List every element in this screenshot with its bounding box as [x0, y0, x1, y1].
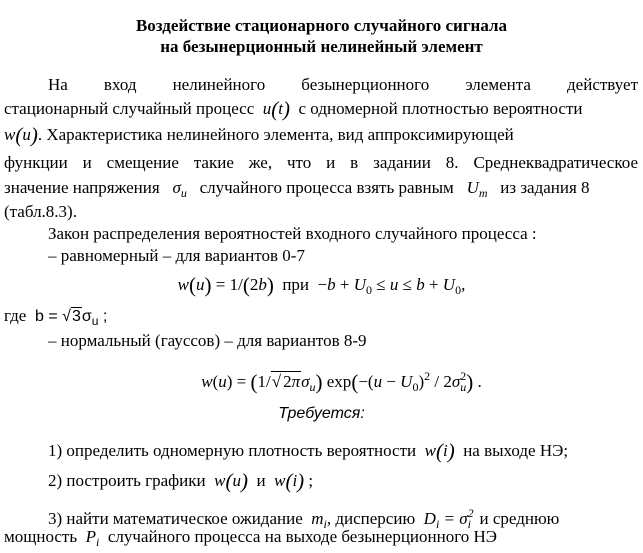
math-sigma-u: $\sigma_u$: [163, 178, 187, 200]
intro-line-5: [4, 177, 638, 204]
where-label: где: [4, 306, 27, 325]
intro-text: . Характеристика нелинейного элемента, вид аппроксимирующей: [37, 125, 514, 144]
task-text: 1) определить одномерную плотность вероятности: [48, 441, 417, 460]
task-text: случайного процесса на выходе безынерционного НЭ: [107, 527, 498, 546]
intro-text: случайного процесса взять равным: [199, 178, 454, 197]
math-w-of-i: w(i): [269, 469, 305, 493]
formula-normal: w(u) = (1/√ $2\pi\sigma_u$) $\exp(-(u - U_0)^2 / 2\sigma^2_u)$ .: [201, 369, 482, 394]
intro-line-6: (табл.8.3).: [4, 202, 77, 221]
math-u-m: $U_m$: [458, 178, 488, 200]
math-m-i: $m_i$: [307, 509, 327, 531]
title-line-2: на безынерционный нелинейный элемент: [160, 37, 483, 56]
title-line-1: Воздействие стационарного случайного сигнала: [135, 16, 508, 35]
intro-line-3: [4, 124, 638, 146]
intro-text: с одномерной плотностью вероятности: [298, 99, 583, 118]
tasks-heading: Требуется:: [278, 405, 365, 422]
math-w-of-i: w(i): [420, 439, 455, 463]
task-1: [48, 440, 643, 462]
task-text: мощность: [4, 527, 78, 546]
intro-text: стационарный случайный процесс: [4, 99, 255, 118]
math-d-i: $D_i = \sigma^2_i$: [419, 506, 474, 531]
formula-uniform: w(u) = 1/(2b) при $-b + U_0 \le u \le b + U_0$,: [177, 273, 466, 297]
task-text: и среднюю: [479, 509, 560, 528]
uniform-label: – равномерный – для вариантов 0-7: [48, 246, 305, 265]
task-text: 3) найти математическое ожидание: [48, 509, 303, 528]
intro-line-2: [4, 98, 638, 120]
math-p-i: $P_i$: [81, 527, 100, 549]
task-text: на выходе НЭ;: [463, 441, 569, 460]
law-heading: Закон распределения вероятностей входного случайного процесса :: [48, 224, 537, 243]
math-w-of-u: w(u): [4, 123, 38, 147]
b-definition-line: [4, 305, 638, 332]
math-u-of-t: u(t): [258, 97, 291, 121]
intro-text: из задания 8: [500, 178, 590, 197]
task-3-line-2: [4, 526, 638, 553]
task-2: 2) построить графики w(u) и w(i) ;: [48, 469, 314, 493]
task-text: , дисперсию: [326, 509, 416, 528]
intro-text: значение напряжения: [4, 178, 160, 197]
formula-b: $b = √3\sigma_u$ ;: [30, 308, 108, 328]
task-text: и: [256, 471, 266, 490]
task-text: 2) построить графики: [48, 471, 206, 490]
math-w-of-u: w(u): [209, 469, 248, 493]
intro-line-4: функции и смещение такие же, что и в задании 8. Среднеквадратическое: [4, 153, 638, 172]
intro-line-1: На вход нелинейного безынерционного элемента действует: [48, 75, 638, 94]
normal-label: – нормальный (гауссов) – для вариантов 8-9: [48, 331, 367, 350]
